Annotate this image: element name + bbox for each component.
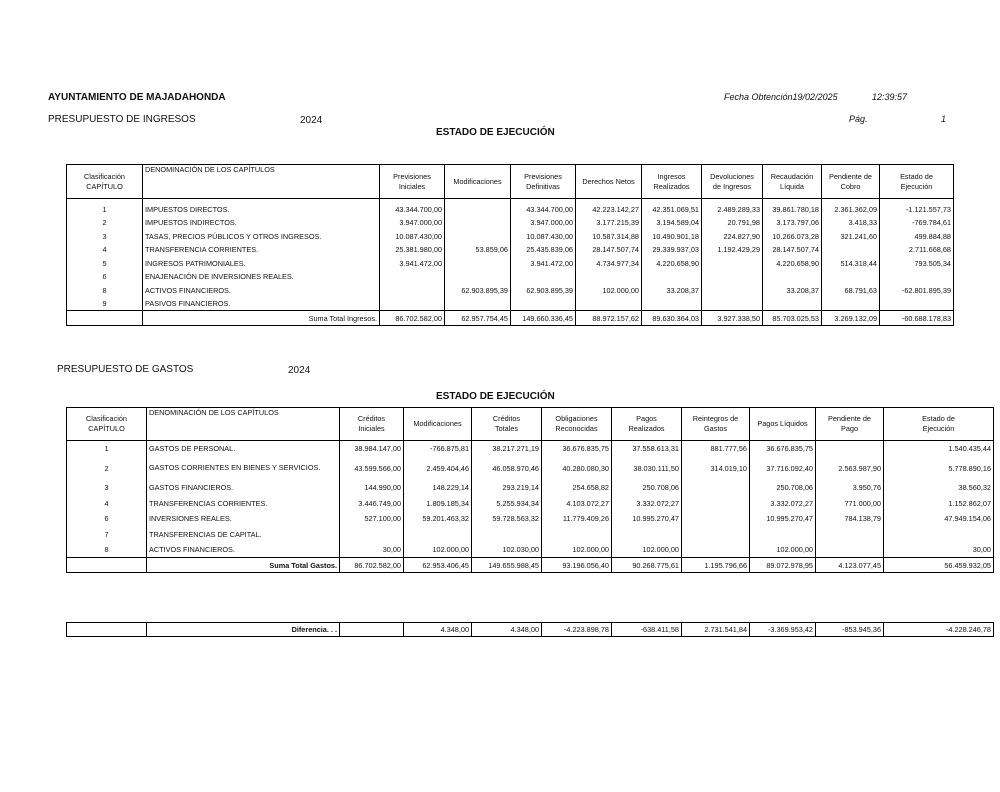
amount-cell: 499.884,88 [880,230,954,244]
amount-cell [884,527,994,543]
total-amount: 56.459.932,05 [884,558,994,573]
table-row [67,496,994,512]
amount-cell: 771.000,00 [816,496,884,512]
amount-cell [702,297,763,311]
page-number: 1 [941,114,947,124]
amount-cell: 793.505,34 [880,257,954,271]
ingresos-header-row [67,165,954,199]
diferencia-amount: -4.228.246,78 [884,623,994,637]
total-amount [67,311,143,326]
amount-cell [816,542,884,558]
amount-cell: 102.000,00 [542,542,612,558]
capitulo-code: 9 [67,297,143,311]
amount-cell: 10.995.270,47 [750,511,816,527]
amount-cell: 2.563.987,90 [816,456,884,480]
amount-cell: 1.809.185,34 [404,496,472,512]
amount-cell: 43.344.700,00 [511,203,576,217]
ingresos-header-cell: Recaudación Líquida [763,165,822,199]
capitulo-name: ENAJENACIÓN DE INVERSIONES REALES. [143,270,380,284]
amount-cell [763,270,822,284]
capitulo-code: 5 [67,257,143,271]
total-amount: 149.655.988,45 [472,558,542,573]
amount-cell: 28.147.507,74 [576,243,642,257]
amount-cell: 38.560,32 [884,480,994,496]
amount-cell: 42.223.142,27 [576,203,642,217]
ingresos-body [67,199,954,326]
page-label: Pág. [849,114,868,124]
table-row [67,441,994,457]
ingresos-header-cell: DENOMINACIÓN DE LOS CAPÍTULOS [143,165,380,199]
amount-cell: 40.280.080,30 [542,456,612,480]
amount-cell: 1.540.435,44 [884,441,994,457]
diferencia-amount: 4.348,00 [404,623,472,637]
amount-cell: 11.779.409,26 [542,511,612,527]
ingresos-subtitle: ESTADO DE EJECUCIÓN [436,127,555,138]
amount-cell [682,480,750,496]
gastos-header-cell: Clasificación CAPÍTULO [67,408,147,441]
amount-cell: 33.208,37 [642,284,702,298]
amount-cell: 254.658,82 [542,480,612,496]
amount-cell: 38.030.111,50 [612,456,682,480]
gastos-header-cell: Créditos Totales [472,408,542,441]
total-amount: 93.196.056,40 [542,558,612,573]
diferencia-row [67,623,994,637]
table-row [67,542,994,558]
amount-cell: 10.087.430,00 [380,230,445,244]
amount-cell: 10.266.073,28 [763,230,822,244]
amount-cell: 3.418,33 [822,216,880,230]
diferencia-amount: -3.369.953,42 [750,623,816,637]
amount-cell: 39.861.780,18 [763,203,822,217]
gastos-header-cell: Estado de Ejecución [884,408,994,441]
table-row [67,480,994,496]
amount-cell: 527.100,00 [340,511,404,527]
amount-cell [380,284,445,298]
amount-cell: 4.103.072,27 [542,496,612,512]
gastos-header-cell: Pendiente de Pago [816,408,884,441]
amount-cell [822,297,880,311]
amount-cell: 784.138,79 [816,511,884,527]
capitulo-code: 8 [67,542,147,558]
capitulo-code: 3 [67,480,147,496]
amount-cell: 30,00 [340,542,404,558]
ingresos-header-cell: Previsiones Iniciales [380,165,445,199]
capitulo-code: 7 [67,527,147,543]
total-label: Suma Total Ingresos. [143,311,380,326]
capitulo-name: TRANSFERENCIAS DE CAPITAL. [147,527,340,543]
amount-cell: 3.947.000,00 [380,216,445,230]
amount-cell: 36.676.835,75 [750,441,816,457]
amount-cell: 4.220.658,90 [763,257,822,271]
table-row [67,527,994,543]
amount-cell: 20.791,98 [702,216,763,230]
capitulo-name: ACTIVOS FINANCIEROS. [147,542,340,558]
diferencia-body [67,623,994,637]
amount-cell: 1.152.862,07 [884,496,994,512]
amount-cell: 102.030,00 [472,542,542,558]
amount-cell [404,527,472,543]
amount-cell: -769.784,61 [880,216,954,230]
amount-cell: 3.194.589,04 [642,216,702,230]
gastos-year: 2024 [288,365,311,376]
amount-cell [763,297,822,311]
capitulo-code: 6 [67,511,147,527]
amount-cell: 250.708,06 [750,480,816,496]
amount-cell: 3.941.472,00 [511,257,576,271]
amount-cell: -766.875,81 [404,441,472,457]
amount-cell: 28.147.507,74 [763,243,822,257]
amount-cell: 10.087.430,00 [511,230,576,244]
ingresos-header-cell: Clasificación CAPÍTULO [67,165,143,199]
amount-cell: 68.791,63 [822,284,880,298]
amount-cell [682,527,750,543]
capitulo-code: 8 [67,284,143,298]
capitulo-code: 6 [67,270,143,284]
table-row [67,230,954,244]
amount-cell: 10.490.901,18 [642,230,702,244]
total-amount: -60.688.178,83 [880,311,954,326]
amount-cell: 314.019,10 [682,456,750,480]
total-amount: 89.630.364,03 [642,311,702,326]
amount-cell [682,542,750,558]
amount-cell: 62.903.895,39 [511,284,576,298]
table-row [67,456,994,480]
amount-cell: 30,00 [884,542,994,558]
amount-cell: 33.208,37 [763,284,822,298]
capitulo-code: 2 [67,216,143,230]
total-row [67,558,994,573]
amount-cell: 321.241,60 [822,230,880,244]
amount-cell: 881.777,56 [682,441,750,457]
total-amount: 149.660.336,45 [511,311,576,326]
amount-cell: 25.381.980,00 [380,243,445,257]
total-amount: 62.957.754,45 [445,311,511,326]
amount-cell [542,527,612,543]
diferencia-amount: 4.348,00 [472,623,542,637]
diferencia-amount: -4.223.898,78 [542,623,612,637]
ingresos-header-cell: Modificaciones [445,165,511,199]
amount-cell [822,243,880,257]
amount-cell: 37.558.613,31 [612,441,682,457]
amount-cell [576,270,642,284]
gastos-subtitle: ESTADO DE EJECUCIÓN [436,391,555,402]
amount-cell: 3.950,76 [816,480,884,496]
amount-cell: 293.219,14 [472,480,542,496]
amount-cell [702,270,763,284]
amount-cell: 38.984.147,00 [340,441,404,457]
amount-cell [682,511,750,527]
gastos-body [67,441,994,573]
capitulo-name: TRANSFERENCIA CORRIENTES. [143,243,380,257]
total-amount: 89.072.978,95 [750,558,816,573]
capitulo-code: 4 [67,496,147,512]
amount-cell [750,527,816,543]
amount-cell [445,203,511,217]
table-row [67,257,954,271]
amount-cell: 250.708,06 [612,480,682,496]
amount-cell: 3.941.472,00 [380,257,445,271]
amount-cell: 4.220.658,90 [642,257,702,271]
capitulo-name: INGRESOS PATRIMONIALES. [143,257,380,271]
amount-cell: 3.173.797,06 [763,216,822,230]
amount-cell: 59.728.563,32 [472,511,542,527]
amount-cell: 10.587.314,88 [576,230,642,244]
diferencia-label: Diferencia. . . [147,623,340,637]
diferencia-amount [340,623,404,637]
ingresos-table [66,164,954,326]
gastos-title: PRESUPUESTO DE GASTOS [57,364,194,375]
gastos-header-cell: Pagos Líquidos [750,408,816,441]
total-amount: 88.972.157,62 [576,311,642,326]
amount-cell: 42.351.069,51 [642,203,702,217]
diferencia-amount [67,623,147,637]
amount-cell [445,257,511,271]
amount-cell: 144.990,00 [340,480,404,496]
amount-cell [445,297,511,311]
amount-cell: 38.217.271,19 [472,441,542,457]
amount-cell [702,257,763,271]
amount-cell: 29.339.937,03 [642,243,702,257]
amount-cell: 4.734.977,34 [576,257,642,271]
table-row [67,284,954,298]
table-row [67,243,954,257]
amount-cell [576,297,642,311]
ingresos-header-cell: Devoluciones de Ingresos [702,165,763,199]
total-amount: 3.269.132,09 [822,311,880,326]
amount-cell: 43.344.700,00 [380,203,445,217]
amount-cell [880,297,954,311]
capitulo-code: 1 [67,441,147,457]
gastos-header-cell: Pagos Realizados [612,408,682,441]
amount-cell: 46.058.970,46 [472,456,542,480]
gastos-table [66,407,994,573]
total-label: Suma Total Gastos. [147,558,340,573]
entity-name: AYUNTAMIENTO DE MAJADAHONDA [48,92,226,103]
capitulo-name: IMPUESTOS DIRECTOS. [143,203,380,217]
capitulo-code: 4 [67,243,143,257]
amount-cell: 224.827,90 [702,230,763,244]
total-amount: 3.927.338,50 [702,311,763,326]
hora-obtencion: 12:39:57 [872,92,908,102]
capitulo-name: GASTOS CORRIENTES EN BIENES Y SERVICIOS. [147,456,340,480]
amount-cell: 25.435.839,06 [511,243,576,257]
amount-cell [642,270,702,284]
total-amount: 86.702.582,00 [380,311,445,326]
amount-cell: 102.000,00 [750,542,816,558]
ingresos-year: 2024 [300,115,323,126]
amount-cell: 36.676.835,75 [542,441,612,457]
fecha-obtencion: Fecha Obtención19/02/2025 [724,92,838,102]
amount-cell: 3.332.072,27 [750,496,816,512]
ingresos-header-cell: Ingresos Realizados [642,165,702,199]
capitulo-name: GASTOS FINANCIEROS. [147,480,340,496]
gastos-header-cell: Reintegros de Gastos [682,408,750,441]
amount-cell [511,270,576,284]
amount-cell: 148.229,14 [404,480,472,496]
amount-cell: 2.711.668,68 [880,243,954,257]
capitulo-name: GASTOS DE PERSONAL. [147,441,340,457]
amount-cell: 5.255.934,34 [472,496,542,512]
amount-cell: 2.361.362,09 [822,203,880,217]
amount-cell: 3.446.749,00 [340,496,404,512]
amount-cell: 3.177.215,39 [576,216,642,230]
amount-cell [472,527,542,543]
table-row [67,297,954,311]
amount-cell: -1.121.557,73 [880,203,954,217]
amount-cell: 102.000,00 [404,542,472,558]
amount-cell: 62.903.895,39 [445,284,511,298]
amount-cell [682,496,750,512]
ingresos-header-cell: Estado de Ejecución [880,165,954,199]
diferencia-amount: 2.731.541,84 [682,623,750,637]
diferencia-amount: -853.945,36 [816,623,884,637]
ingresos-header-cell: Pendiente de Cobro [822,165,880,199]
amount-cell: 2.459.404,46 [404,456,472,480]
ingresos-header-cell: Previsiones Definitivas [511,165,576,199]
total-amount: 86.702.582,00 [340,558,404,573]
total-amount: 85.703.025,53 [763,311,822,326]
ingresos-header-cell: Derechos Netos [576,165,642,199]
amount-cell [380,270,445,284]
amount-cell: 3.947.000,00 [511,216,576,230]
table-row [67,203,954,217]
gastos-header-cell: DENOMINACIÓN DE LOS CAPÍTULOS [147,408,340,441]
total-amount: 4.123.077,45 [816,558,884,573]
capitulo-name: IMPUESTOS INDIRECTOS. [143,216,380,230]
amount-cell [445,230,511,244]
capitulo-name: TASAS, PRECIOS PÚBLICOS Y OTROS INGRESOS. [143,230,380,244]
amount-cell: 47.949.154,06 [884,511,994,527]
amount-cell [880,270,954,284]
table-row [67,216,954,230]
amount-cell [816,441,884,457]
capitulo-name: TRANSFERENCIAS CORRIENTES. [147,496,340,512]
amount-cell [822,270,880,284]
amount-cell [380,297,445,311]
amount-cell [642,297,702,311]
amount-cell: 3.332.072,27 [612,496,682,512]
diferencia-table [66,622,994,637]
ingresos-title: PRESUPUESTO DE INGRESOS [48,114,196,125]
amount-cell [340,527,404,543]
total-amount [67,558,147,573]
amount-cell: -62.801.895,39 [880,284,954,298]
capitulo-name: ACTIVOS FINANCIEROS. [143,284,380,298]
amount-cell: 53.859,06 [445,243,511,257]
table-row [67,270,954,284]
capitulo-code: 1 [67,203,143,217]
table-row [67,511,994,527]
gastos-header-cell: Obligaciones Reconocidas [542,408,612,441]
amount-cell: 102.000,00 [612,542,682,558]
total-amount: 62.953.406,45 [404,558,472,573]
amount-cell: 10.995.270,47 [612,511,682,527]
amount-cell [511,297,576,311]
total-amount: 90.268.775,61 [612,558,682,573]
amount-cell: 43.599.566,00 [340,456,404,480]
amount-cell: 59.201.463,32 [404,511,472,527]
amount-cell: 1.192.429,29 [702,243,763,257]
amount-cell [445,270,511,284]
gastos-header-cell: Modificaciones [404,408,472,441]
amount-cell: 514.318,44 [822,257,880,271]
gastos-header-row [67,408,994,441]
total-row [67,311,954,326]
capitulo-code: 3 [67,230,143,244]
amount-cell: 37.716.092,40 [750,456,816,480]
amount-cell: 2.489.289,33 [702,203,763,217]
capitulo-code: 2 [67,456,147,480]
total-amount: 1.195.796,66 [682,558,750,573]
diferencia-amount: -638.411,58 [612,623,682,637]
capitulo-name: INVERSIONES REALES. [147,511,340,527]
amount-cell [702,284,763,298]
amount-cell [445,216,511,230]
amount-cell [816,527,884,543]
capitulo-name: PASIVOS FINANCIEROS. [143,297,380,311]
gastos-header-cell: Créditos Iniciales [340,408,404,441]
amount-cell [612,527,682,543]
amount-cell: 102.000,00 [576,284,642,298]
amount-cell: 5.778.890,16 [884,456,994,480]
